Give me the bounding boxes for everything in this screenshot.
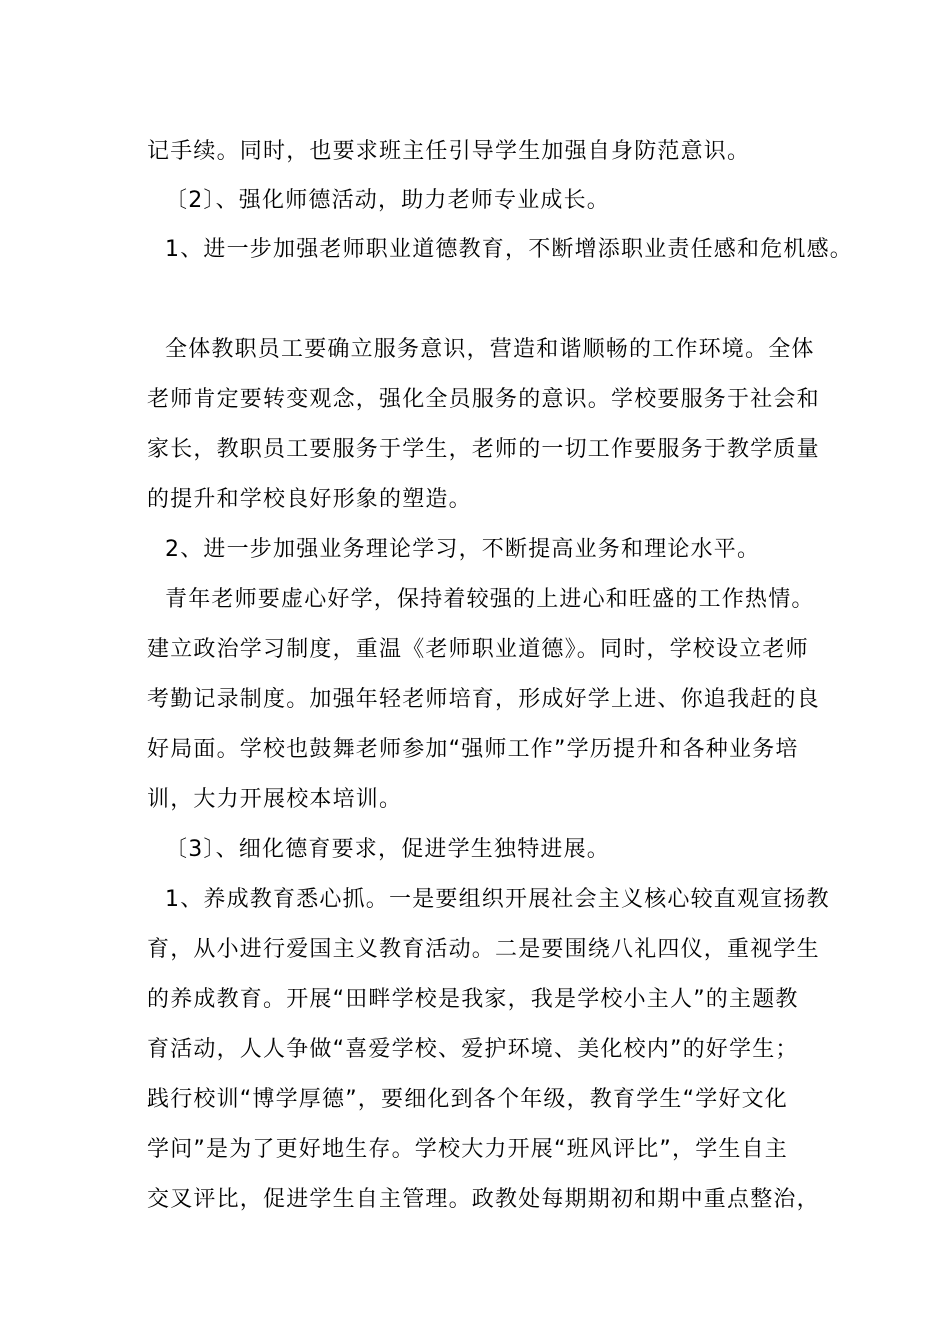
text-line: 考勤记录制度。加强年轻老师培育，形成好学上进、你追我赶的良: [147, 687, 820, 712]
text-line: 训，大力开展校本培训。: [147, 787, 403, 812]
text-line: 的提升和学校良好形象的塑造。: [147, 487, 472, 512]
text-line: 育，从小进行爱国主义教育活动。二是要围绕八礼四仪，重视学生: [147, 937, 820, 962]
text-line: 家长，教职员工要服务于学生，老师的一切工作要服务于教学质量: [147, 437, 820, 462]
text-line: 建立政治学习制度，重温《老师职业道德》。同时，学校设立老师: [147, 637, 809, 662]
sub-heading: 2、进一步加强业务理论学习，不断提高业务和理论水平。: [165, 537, 761, 562]
text-line: 全体教职员工要确立服务意识，营造和谐顺畅的工作环境。全体: [165, 337, 815, 362]
text-line: 青年老师要虚心好学，保持着较强的上进心和旺盛的工作热情。: [165, 587, 815, 612]
sub-heading: 1、养成教育悉心抓。一是要组织开展社会主义核心较直观宣扬教: [165, 887, 830, 912]
text-line: 老师肯定要转变观念，强化全员服务的意识。学校要服务于社会和: [147, 387, 820, 412]
text-line: 好局面。学校也鼓舞老师参加“强师工作”学历提升和各种业务培: [147, 737, 799, 762]
section-heading: 〔2〕、强化师德活动，助力老师专业成长。: [165, 188, 610, 213]
text-line: 践行校训“博学厚德”，要细化到各个年级，教育学生“学好文化: [147, 1087, 788, 1112]
text-line: 学问”是为了更好地生存。学校大力开展“班风评比”，学生自主: [147, 1137, 788, 1162]
text-line: 交叉评比，促进学生自主管理。政教处每期期初和期中重点整治，: [147, 1187, 820, 1212]
text-line: 记手续。同时，也要求班主任引导学生加强自身防范意识。: [147, 139, 751, 164]
sub-heading: 1、进一步加强老师职业道德教育，不断增添职业责任感和危机感。: [165, 237, 853, 262]
text-line: 育活动，人人争做“喜爱学校、爱护环境、美化校内”的好学生；: [147, 1037, 799, 1062]
text-line: 的养成教育。开展“田畔学校是我家，我是学校小主人”的主题教: [147, 987, 799, 1012]
section-heading: 〔3〕、细化德育要求，促进学生独特进展。: [165, 837, 610, 862]
